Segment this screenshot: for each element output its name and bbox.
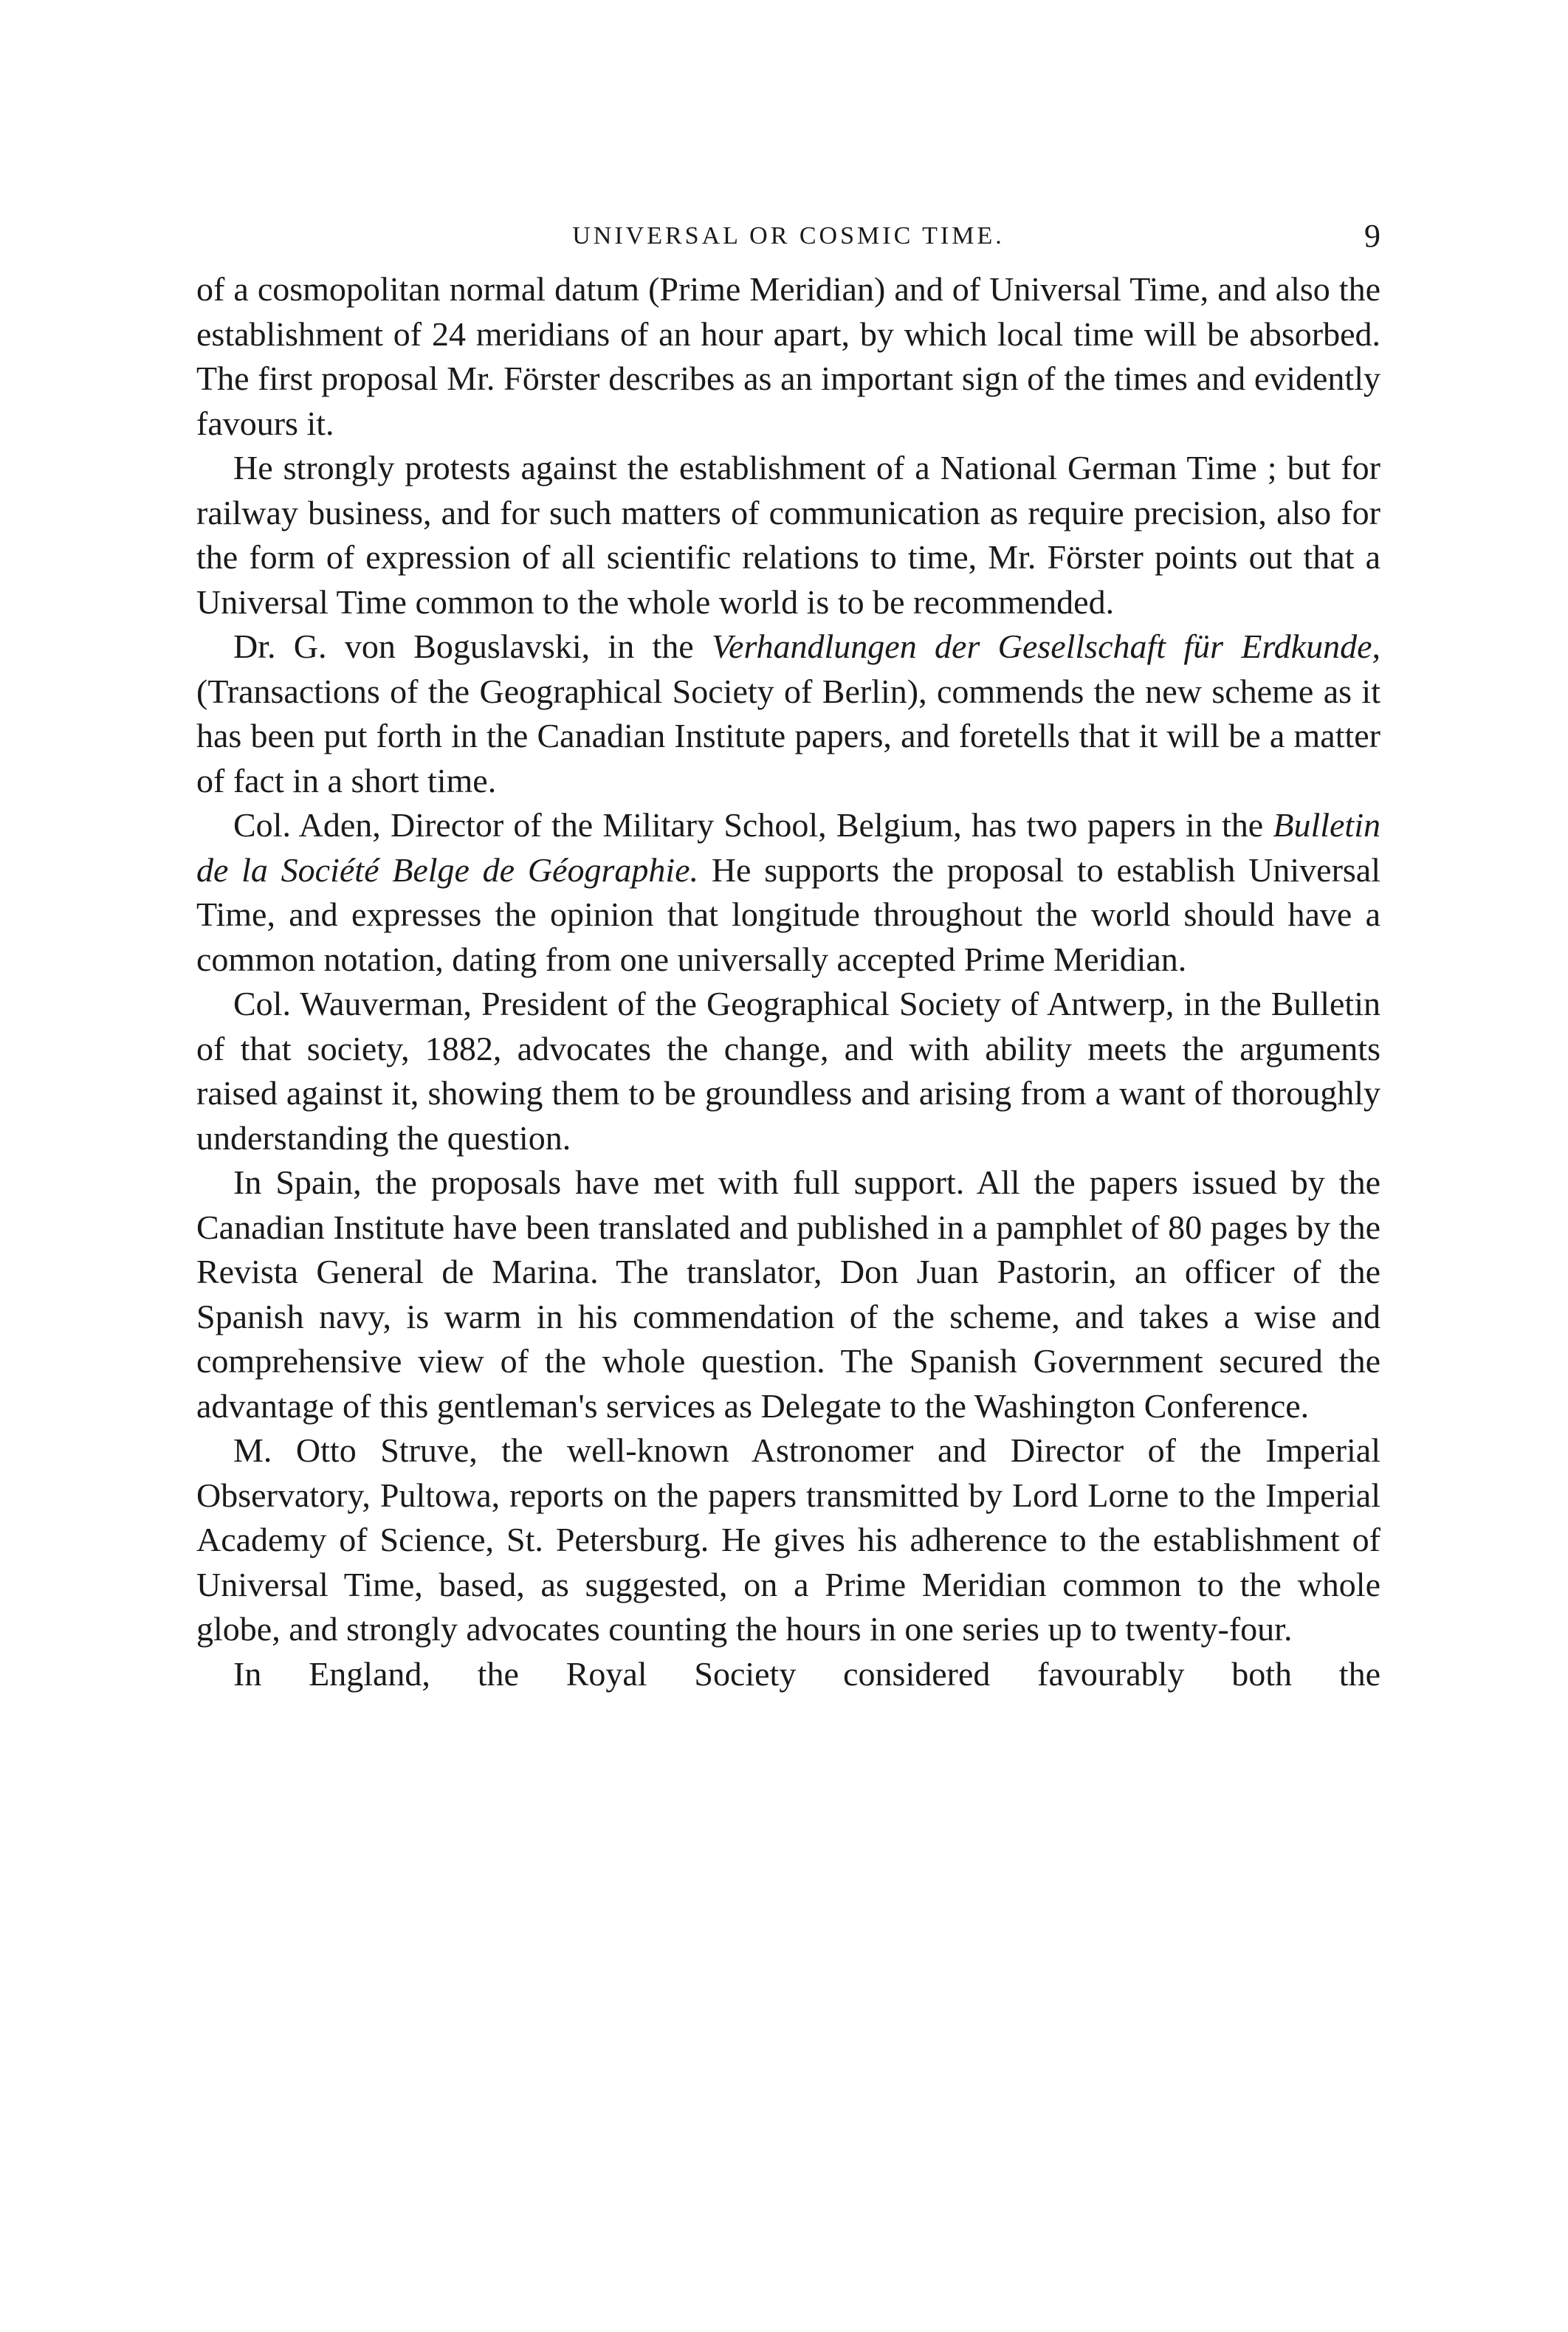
paragraph-text: of a cosmopolitan normal datum (Prime Meridian) and of Universal Time, and also the establishment of 24 meridians of an hour apart, by which local time will be absorbed. The first proposal Mr. Förster describes as an important sign of the times and evidently favours it. (196, 270, 1380, 442)
paragraph-text: (Transactions of the Geographical Society of Berlin), commends the new scheme as it has been put forth in the Canadian Institute papers, and foretells that it will be a matter of fact in a short time. (196, 672, 1380, 799)
paragraph-text: In England, the Royal Society considered favourably both the (233, 1654, 1380, 1693)
paragraph-text: In Spain, the proposals have met with full support. All the papers issued by the Canadian Institute have been translated and published in a pamphlet of 80 pages by the Revista General de Marina. The translator, Don Juan Pastorin, an officer of the Spanish navy, is warm in his commendation of the scheme, and takes a wise and comprehensive view of the whole question. The Spanish Government secured the advantage of this gentleman's services as Delegate to the Washington Conference. (196, 1163, 1380, 1425)
paragraph-national-time (196, 446, 1380, 625)
paragraph-text: Col. Wauverman, President of the Geographical Society of Antwerp, in the Bulletin of that society, 1882, advocates the change, and with ability meets the arguments raised against it, showing them to be groundless and arising from a want of thoroughly understanding the question. (196, 985, 1380, 1157)
paragraph-text: Dr. G. von Boguslavski, in the (233, 627, 712, 665)
paragraph-england (196, 1652, 1380, 1697)
paragraph-spain (196, 1160, 1380, 1428)
book-page (196, 214, 1380, 2281)
paragraph-aden (196, 803, 1380, 982)
journal-title: Verhandlungen der Gesellschaft für Erdkunde, (712, 627, 1380, 665)
running-header (196, 214, 1380, 258)
running-title: UNIVERSAL OR COSMIC TIME. (572, 222, 1005, 250)
paragraph-text: M. Otto Struve, the well-known Astronomer and Director of the Imperial Observatory, Pultowa, reports on the papers transmitted by Lord Lorne to the Imperial Academy of Science, St. Petersburg. He gives his adherence to the establishment of Universal Time, based, as suggested, on a Prime Meridian common to the whole globe, and strongly advocates counting the hours in one series up to twenty-four. (196, 1431, 1380, 1648)
paragraph-text: He supports the proposal to establish Universal Time, and expresses the opinion that longitude throughout the world should have a common notation, dating from one universally accepted Prime Meridian. (196, 850, 1380, 978)
paragraph-struve (196, 1428, 1380, 1652)
journal-title: Bulletin de la Société Belge de Géographie. (196, 806, 1380, 889)
paragraph-wauverman (196, 982, 1380, 1160)
paragraph-forster-proposal (196, 267, 1380, 446)
paragraph-boguslavski (196, 625, 1380, 803)
paragraph-text: Col. Aden, Director of the Military School, Belgium, has two papers in the (233, 806, 1273, 844)
paragraph-text: He strongly protests against the establishment of a National German Time ; but for railway business, and for such matters of communication as require precision, also for the form of expression of all scientific relations to time, Mr. Förster points out that a Universal Time common to the whole world is to be recommended. (196, 449, 1380, 621)
page-number: 9 (1364, 218, 1380, 254)
body-text (196, 267, 1380, 1696)
